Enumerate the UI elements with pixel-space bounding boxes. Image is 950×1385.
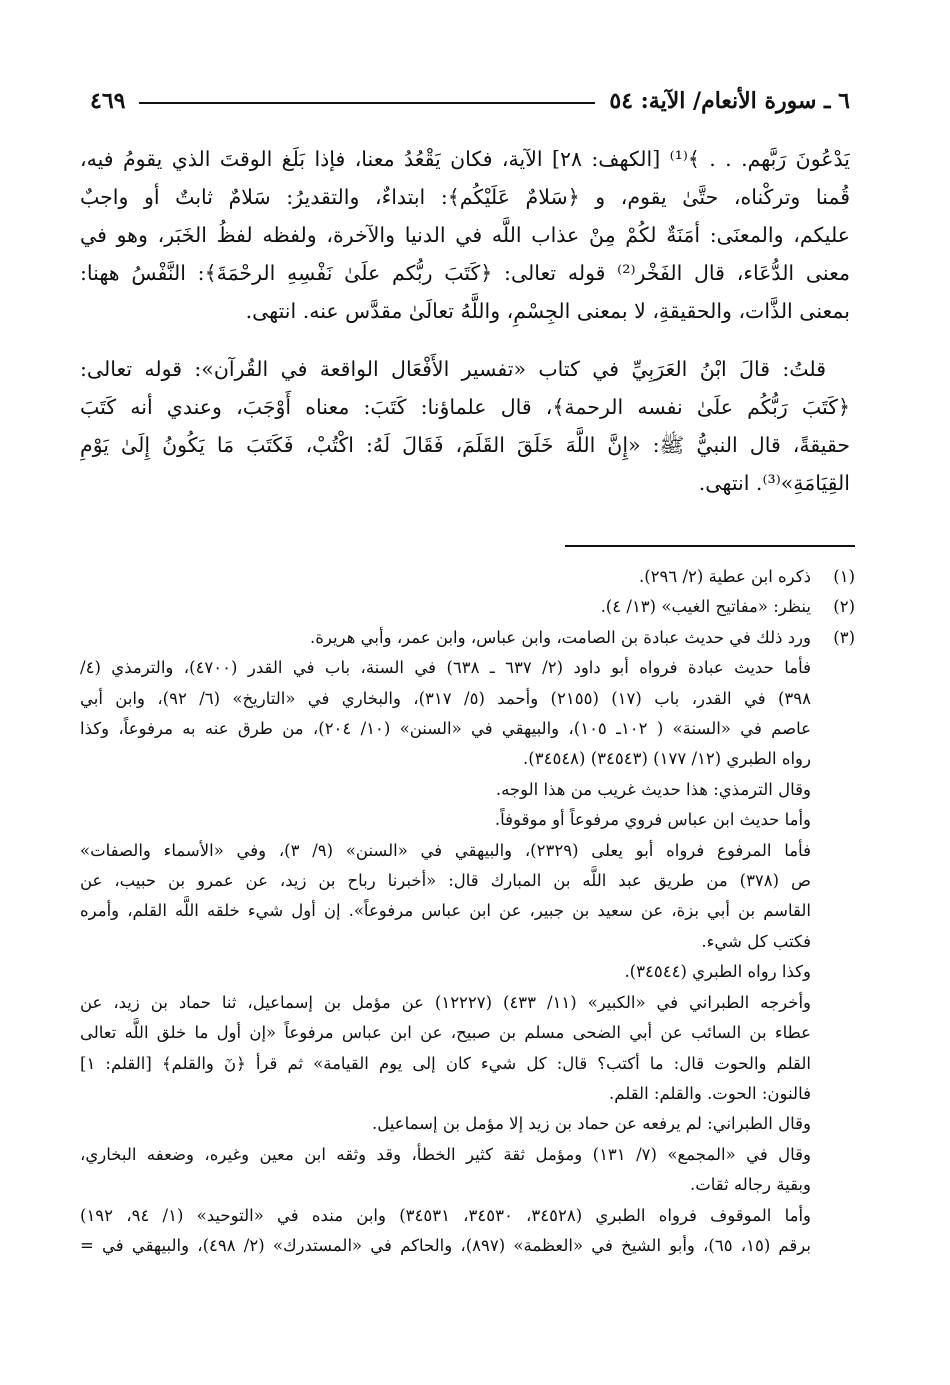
footnote-line: فأما حديث عبادة فرواه أبو داود (٢/ ٦٣٧ ـ ٦٣٨) في السنة، باب في القدر (٤٧٠٠)، والترمذي (٤/ — [80, 658, 811, 678]
footnote-3 — [80, 623, 855, 653]
main-line: عليكم، والمعنَى: أمَنَةٌ لكُمْ مِنْ عذاب اللَّه في الدنيا والآخرة، ولفظه لفظُ الخَبَر، وهو في — [80, 223, 850, 247]
footnote-2 — [80, 592, 855, 622]
footnote-line: عاصم في «السنة» ( ١٠٢ـ ١٠٥)، والبيهقي في «السنن» (١٠/ ٢٠٤)، من طرق عنه به مرفوعاً، وكذا — [80, 719, 811, 739]
main-line: بمعنى الذَّات، والحقيقةِ، لا بمعنى الجِسْمِ، واللَّهُ تعالَىٰ مقدَّس عنه. انتهى. — [245, 299, 850, 323]
footnote-line: رواه الطبري (١٢/ ١٧٧) (٣٤٥٤٣) (٣٤٥٤٨). — [523, 749, 811, 769]
footnote-number: (١) — [833, 567, 855, 586]
footnote-text: ينظر: «مفاتيح الغيب» (١٣/ ٤). — [600, 597, 811, 617]
running-header — [90, 84, 850, 118]
main-line: حقيقةً، قال النبيُّ ﷺ: «إِنَّ اللَّهَ خَلَقَ القَلَمَ، فَقَالَ لَهُ: اكْتُبْ، فَكَتَبَ مَا يَكُونُ إِلَىٰ يَوْمِ — [80, 433, 850, 457]
page-number: ٤٦٩ — [90, 88, 126, 114]
paragraph-2 — [80, 350, 850, 502]
footnote-line: ص (٣٧٨) من طريق عبد اللَّه بن المبارك قال: «أخبرنا رباح بن زيد، عن عمرو بن حبيب، عن — [80, 871, 811, 891]
footnote-1 — [80, 562, 855, 592]
header-title: ٦ ـ سورة الأنعام/ الآية: ٥٤ — [609, 88, 850, 114]
footnote-line: وأما الموقوف فرواه الطبري (٣٤٥٢٨، ٣٤٥٣٠، ٣٤٥٣١) وابن منده في «التوحيد» (١/ ٩٤، ١٩٢) — [80, 1205, 811, 1225]
main-line: ﴿كَتَبَ رَبُّكُم علَىٰ نفسه الرحمة﴾، قال علماؤنا: كَتَبَ: معناه أَوْجَبَ، وعندي أنه كَتَبَ — [80, 395, 850, 419]
footnote-line: وبقية رجاله ثقات. — [689, 1175, 811, 1195]
paragraph-1 — [80, 140, 850, 330]
footnote-line: فالنون: الحوت. والقلم: القلم. — [609, 1083, 811, 1103]
footnote-line: ٣٩٨) في القدر، باب (١٧) (٢١٥٥) وأحمد (٥/ ٣١٧)، والبخاري في «التاريخ» (٦/ ٩٢)، وابن أبي — [80, 688, 811, 708]
footnote-line: فكتب كل شيء. — [701, 931, 811, 951]
footnote-line: وكذا رواه الطبري (٣٤٥٤٤). — [624, 962, 811, 982]
footnote-line: وأخرجه الطبراني في «الكبير» (١١/ ٤٣٣) (١٢٢٢٧) عن مؤمل بن إسماعيل، ثنا حماد بن زيد، عن — [80, 992, 811, 1012]
main-line: قُمنا وتركْناه، حتَّىٰ يقوم، و ﴿سَلامٌ عَلَيْكُم﴾: ابتداءٌ، والتقديرُ: سَلامٌ ثابتٌ أو واجبٌ — [80, 185, 850, 209]
footnote-line: برقم (١٥، ٦٥)، وأبو الشيخ في «العظمة» (٨٩٧)، والحاكم في «المستدرك» (٢/ ٤٩٨)، والبيهقي في = — [80, 1235, 811, 1255]
main-line: القِيَامَةِ»⁽³⁾. انتهى. — [698, 471, 850, 495]
footnote-line: القاسم بن أبي بزة، عن سعيد بن جبير، عن ابن عباس مرفوعاً». إن أول شيء خلقه اللَّه القلم، وأمره — [80, 901, 811, 921]
footnote-line: عطاء بن السائب عن أبي الضحى مسلم بن صبيح، عن ابن عباس مرفوعاً «إن أول ما خلق اللَّه تعالى — [80, 1023, 811, 1043]
main-line: قلتُ: قالَ ابْنُ العَرَبِيِّ في كتاب «تفسير الأَفْعَال الواقعة في القُرآن»: قوله تعالى: — [80, 357, 826, 381]
footnote-separator — [565, 545, 855, 547]
header-rule — [139, 102, 595, 104]
footnote-line: وقال الترمذي: هذا حديث غريب من هذا الوجه. — [495, 779, 811, 799]
footnote-text: ذكره ابن عطية (٢/ ٢٩٦). — [638, 567, 811, 586]
footnote-line: القلم والحوت قال: ما أكتب؟ قال: كل شيء كان إلى يوم القيامة» ثم قرأ ﴿نٓ والقلم﴾ [القلم: ١] — [80, 1053, 811, 1073]
main-line: معنى الدُّعَاء، قال الفَخْر⁽²⁾ قوله تعالى: ﴿كَتَبَ ربُّكم علَىٰ نَفْسِهِ الرحْمَةَ﴾: النَّفْسُ ههنا: — [80, 261, 850, 285]
footnote-line: وقال الطبراني: لم يرفعه عن حماد بن زيد إلا مؤمل بن إسماعيل. — [372, 1114, 811, 1134]
footnote-line: وأما حديث ابن عباس فروي مرفوعاً أو موقوفاً. — [494, 810, 811, 830]
footnotes — [80, 562, 855, 1261]
footnote-text: ورد ذلك في حديث عبادة بن الصامت، وابن عباس، وابن عمر، وأبي هريرة. — [310, 627, 811, 647]
main-text — [80, 140, 850, 502]
footnote-number: (٢) — [833, 597, 855, 617]
footnote-line: وقال في «المجمع» (٧/ ١٣١) ومؤمل ثقة كثير الخطأ، وقد وثقه ابن معين وغيره، وضعفه البخاري، — [80, 1144, 811, 1164]
footnote-line: فأما المرفوع فرواه أبو يعلى (٢٣٢٩)، والبيهقي في «السنن» (٩/ ٣)، وفي «الأسماء والصفات» — [80, 840, 811, 860]
footnote-3-body — [80, 653, 855, 1261]
footnote-number: (٣) — [833, 627, 855, 647]
main-line: يَدْعُونَ رَبَّهم. . . ﴾⁽¹⁾ [الكهف: ٢٨] الآية، فكان يَقْعُدُ معنا، فإذا بَلَغ الوقتَ الذي يقومُ فيه، — [80, 147, 850, 171]
